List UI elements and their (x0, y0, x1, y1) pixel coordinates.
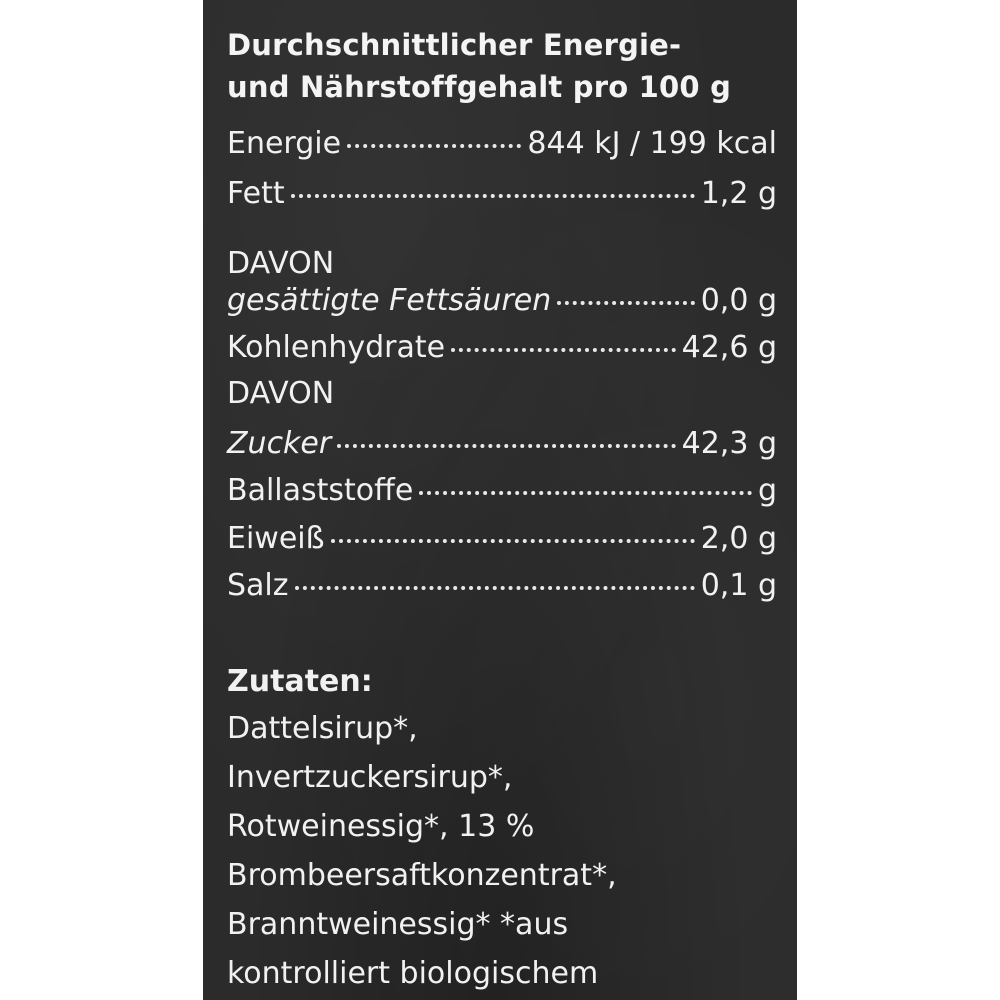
dot-leader (337, 444, 675, 448)
ingredients-list (227, 704, 787, 998)
row-fett-label: Fett (227, 176, 285, 211)
row-energie-value: 844 kJ / 199 kcal (527, 126, 777, 161)
row-salz-label: Salz (227, 568, 289, 603)
ingredient-line: kontrolliert biologischem (227, 956, 599, 991)
row-energie (227, 124, 777, 164)
ingredient-line: Brombeersaftkonzentrat*, (227, 858, 617, 893)
row-ballaststoffe (227, 471, 777, 511)
row-kohlenhydrate-value: 42,6 g (681, 330, 777, 365)
row-fett-value: 1,2 g (700, 176, 777, 211)
row-gesaettigte-label: gesättigte Fettsäuren (227, 283, 552, 318)
dot-leader (295, 586, 695, 590)
row-gesaettigte-value: 0,0 g (700, 283, 777, 318)
row-energie-label: Energie (227, 126, 342, 161)
row-salz (227, 566, 777, 606)
dot-leader (557, 301, 694, 305)
row-kohlenhydrate (227, 328, 777, 368)
row-eiweiss (227, 519, 777, 559)
dot-leader (419, 491, 752, 495)
row-zucker-label: Zucker (227, 426, 332, 461)
row-zucker (227, 424, 777, 464)
heading-line-2: und Nährstoffgehalt pro 100 g (227, 70, 732, 104)
davon-label-2: DAVON (227, 376, 335, 411)
dot-leader (347, 144, 521, 148)
row-zucker-value: 42,3 g (681, 426, 777, 461)
ingredient-line: Dattelsirup*, (227, 711, 418, 746)
ingredient-line: Rotweinessig*, 13 % (227, 809, 535, 844)
dot-leader (451, 348, 676, 352)
nutrition-heading (227, 24, 787, 108)
row-fett (227, 174, 777, 214)
row-eiweiss-label: Eiweiß (227, 521, 325, 556)
ingredient-line: Invertzuckersirup*, (227, 760, 513, 795)
dot-leader (331, 539, 695, 543)
row-ballaststoffe-label: Ballaststoffe (227, 473, 414, 508)
davon-label-1: DAVON (227, 246, 335, 281)
row-kohlenhydrate-label: Kohlenhydrate (227, 330, 446, 365)
row-ballaststoffe-value: g (757, 473, 777, 508)
row-gesaettigte-fettsaeuren (227, 281, 777, 321)
row-eiweiss-value: 2,0 g (700, 521, 777, 556)
row-salz-value: 0,1 g (700, 568, 777, 603)
heading-line-1: Durchschnittlicher Energie- (227, 28, 682, 62)
nutrition-label-board (203, 0, 797, 1000)
dot-leader (291, 194, 695, 198)
ingredients-title: Zutaten: (227, 664, 373, 699)
ingredient-line: Branntweinessig* *aus (227, 907, 569, 942)
